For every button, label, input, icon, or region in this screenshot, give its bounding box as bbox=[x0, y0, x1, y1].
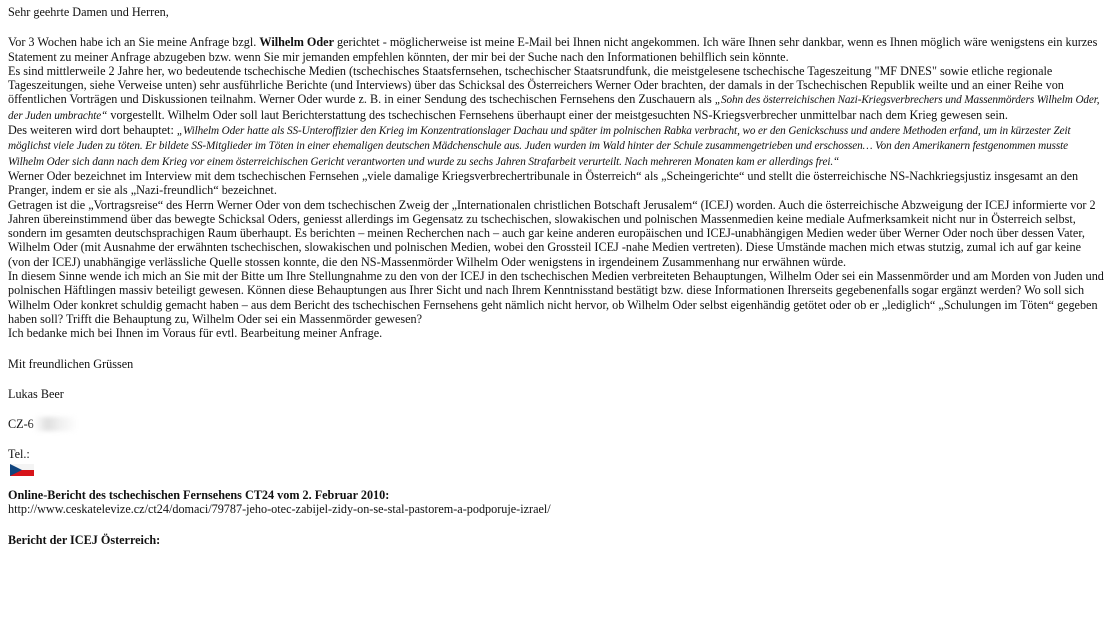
paragraph-background: Es sind mittlerweile 2 Jahre her, wo bedeutende tschechische Medien (tschechisches Staatsfernsehen, tschechischer Staatsrundfunk, die meistgelesene tschechische Tageszeitung "MF DNES" sowie etliche regionale Tageszeitungen, siehe Verweise unten) sehr ausführliche Berichte (und Interviews) über das Schicksal des Österreichers Werner Oder brachten, der damals in der Tschechischen Republik weilte und an einer Reihe von öffentlichen Vorträgen und Diskussionen teilnahm. Werner Oder wurde z. B. in einer Sendung des tschechischen Fernsehens den Zuschauern als „Sohn des österreichischen Nazi-Kriegsverbrechers und Massenmörders Wilhelm Oder, der Juden umbrachte“ vorgestellt. Wilhelm Oder soll laut Berichterstattung des tschechischen Fernsehens überhaupt einer der meistgesuchten NS-Kriegsverbrecher unmittelbar nach dem Krieg gewesen sein. bbox=[8, 63, 1100, 122]
quote-claims: „Wilhelm Oder hatte als SS-Unteroffizier den Krieg im Konzentrationslager Dachau und später im polnischen Rabka verbracht, wo er den Genickschuss und andere Methoden erfand, um in kürzester Zeit möglichst viele Juden zu töten. Er bildete SS-Mitglieder im Töten in einer ehemaligen deutschen Mädchenschule aus. Juden wurden im Wald hinter der Schule zusammengetrieben und erschossen… Von den Amerikanern festgenommen musste Wilhelm Oder sich dann nach dem Krieg vor einem österreichischen Gericht verantworten und wurde zu sechs Jahren Strafarbeit verurteilt. Nach mehreren Monaten kam er allerdings frei.“ bbox=[8, 125, 1071, 168]
icej-heading: Bericht der ICEJ Österreich: bbox=[8, 532, 161, 547]
salutation: Sehr geehrte Damen und Herren, bbox=[8, 5, 169, 19]
closing: Mit freundlichen Grüssen bbox=[8, 356, 134, 371]
tel-line: Tel.: bbox=[8, 447, 30, 462]
quote-tv: „Sohn des österreichischen Nazi-Kriegsverbrechers und Massenmörders Wilhelm Oder, der Juden umbrachte“ bbox=[8, 94, 1100, 122]
address-line: CZ-6 bbox=[8, 417, 1106, 431]
paragraph-question: In diesem Sinne wende ich mich an Sie mit der Bitte um Ihre Stellungnahme zu den von der ICEJ in den tschechischen Medien verbreiteten Behauptungen, Wilhelm Oder sei ein Massenmörder und am Morden von Juden und polnischen Häftlingen massiv beteiligt gewesen. Können diese Behauptungen aus Ihrer Sicht und nach Ihrem Kenntnisstand bestätigt bzw. diese Informationen Ihrerseits gegebenenfalls sogar ergänzt werden? Wo soll sich Wilhelm Oder konkret schuldig gemacht haben – aus dem Bericht des tschechischen Fernsehens geht nämlich nicht hervor, ob Wilhelm Oder selbst eigenhändig getötet oder ob er „lediglich“ „Schulungen im Töten“ gegeben haben soll? Trifft die Behauptung zu, Wilhelm Oder sei ein Massenmörder gewesen? bbox=[8, 269, 1104, 326]
czech-flag-icon bbox=[10, 464, 34, 476]
paragraph-icej: Getragen ist die „Vortragsreise“ des Herrn Werner Oder von dem tschechischen Zweig der „Internationalen christlichen Botschaft Jerusalem“ (ICEJ) worden. Auch die österreichische Abzweigung der ICEJ informierte vor 2 Jahren übereinstimmend über das bewegte Schicksal Oders, geniesst allerdings im Gegensatz zu tschechischen, slowakischen und polnischen Massenmedien keine mediale Aufmerksamkeit nicht nur in Österreich selbst, sondern im gesamten deutschsprachigen Raum überhaupt. Es berichten – meinen Recherchen nach – auch gar keine anderen europäischen und ICEJ-unabhängigen Medien weder über Werner Oder noch über dessen Vater, Wilhelm Oder (mit Ausnahme der erwähnten tschechischen, slowakischen und polnischen Medien, wobei den Grossteil ICEJ -nahe Medien vertreten). Diese Umstände machen mich etwas stutzig, zumal ich auf gar keine (von der ICEJ) unabhängige verlässliche Quelle stossen konnte, die den NS-Massenmörder Wilhelm Oder wenigstens in irgendeinem Zusammenhang nur erwähnen würde. bbox=[8, 197, 1096, 269]
paragraph-thanks: Ich bedanke mich bei Ihnen im Voraus für evtl. Bearbeitung meiner Anfrage. bbox=[8, 326, 383, 341]
signature: Lukas Beer bbox=[8, 386, 64, 401]
flag-line bbox=[8, 462, 1106, 476]
ct24-link[interactable]: http://www.ceskatelevize.cz/ct24/domaci/79787-jeho-otec-zabijel-zidy-on-se-stal-pastorem-a-podporuje-izrael/ bbox=[8, 502, 551, 517]
paragraph-interview: Werner Oder bezeichnet im Interview mit dem tschechischen Fernsehen „viele damalige Kriegsverbrechertribunale in Österreich“ als „Scheingerichte“ und stellt die österreichische NS-Nachkriegsjustiz insgesamt an den Pranger, indem er sie als „Nazi-freundlich“ bezeichnet. bbox=[8, 168, 1079, 198]
ct24-heading: Online-Bericht des tschechischen Fernsehens CT24 vom 2. Februar 2010: bbox=[8, 488, 390, 503]
paragraph-claims: Des weiteren wird dort behauptet: „Wilhelm Oder hatte als SS-Unteroffizier den Krieg im Konzentrationslager Dachau und später im polnischen Rabka verbracht, wo er den Genickschuss und andere Methoden erfand, um in kürzester Zeit möglichst viele Juden zu töten. Er bildete SS-Mitglieder im Töten in einer ehemaligen deutschen Mädchenschule aus. Juden wurden im Wald hinter der Schule zusammengetrieben und erschossen… Von den Amerikanern festgenommen musste Wilhelm Oder sich dann nach dem Krieg vor einem österreichischen Gericht verantworten und wurde zu sechs Jahren Strafarbeit verurteilt. Nach mehreren Monaten kam er allerdings frei.“ bbox=[8, 123, 1071, 168]
paragraph-request: Vor 3 Wochen habe ich an Sie meine Anfrage bzgl. Wilhelm Oder gerichtet - möglicherweise ist meine E-Mail bei Ihnen nicht angekommen. Ich wäre Ihnen sehr dankbar, wenn es Ihnen möglich wäre wenigstens ein kurzes Statement zu meiner Anfrage abzugeben bzw. wenn Sie mir jemanden empfehlen könnten, der mir bei der Suche nach den Informationen behilflich sein könnte. bbox=[8, 35, 1098, 64]
name-wilhelm-oder: Wilhelm Oder bbox=[259, 35, 334, 50]
redacted-address bbox=[34, 417, 78, 431]
